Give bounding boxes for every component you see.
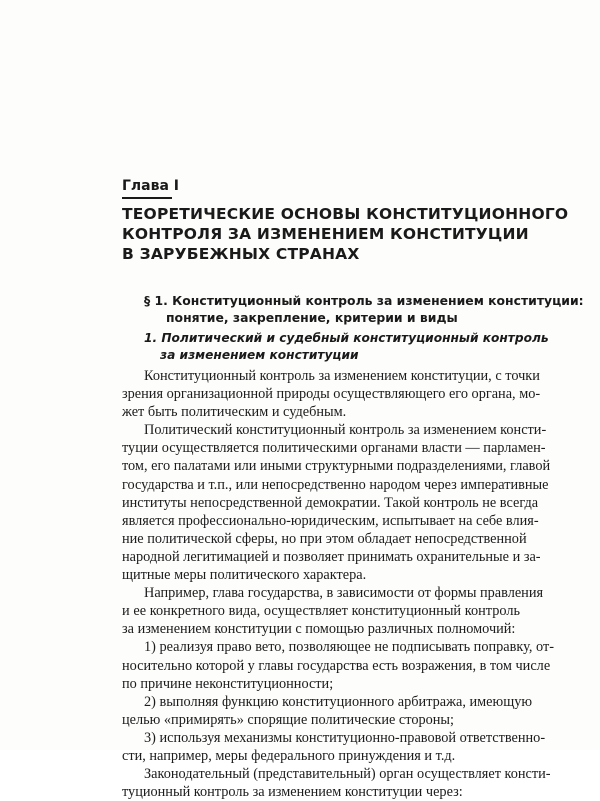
text-line: том, его палатами или иными структурными подразделениями, главой	[122, 458, 551, 475]
section-title-line: § 1. Конституционный контроль за изменением конституции:	[144, 293, 584, 308]
text-line: Конституционный контроль за изменением конституции, с точки	[144, 368, 540, 384]
text-line: туционный контроль за изменением конституции через:	[122, 784, 463, 801]
chapter-underline	[122, 197, 172, 199]
chapter-title-line: ТЕОРЕТИЧЕСКИЕ ОСНОВЫ КОНСТИТУЦИОННОГО	[122, 205, 569, 223]
text-line: Политический конституционный контроль за изменением консти-	[144, 422, 547, 439]
text-line: Например, глава государства, в зависимости от формы правления	[144, 585, 544, 602]
text-line: институты непосредственной демократии. Такой контроль не всегда	[122, 494, 539, 511]
text-line: Законодательный (представительный) орган осуществляет консти-	[144, 766, 551, 783]
chapter-title-line: В ЗАРУБЕЖНЫХ СТРАНАХ	[122, 245, 360, 263]
text-line: 1) реализуя право вето, позволяющее не подписывать поправку, от-	[144, 639, 554, 656]
chapter-title-line: КОНТРОЛЯ ЗА ИЗМЕНЕНИЕМ КОНСТИТУЦИИ	[122, 225, 529, 243]
text-line: и ее конкретного вида, осуществляет конституционный контроль	[122, 603, 520, 620]
text-line: 3) используя механизмы конституционно-правовой ответственно-	[144, 729, 546, 746]
text-line: сти, например, меры федерального принуждения и т.д.	[122, 747, 456, 764]
section-title-line: понятие, закрепление, критерии и виды	[166, 310, 458, 325]
subsection-title-line: 1. Политический и судебный конституционный контроль	[144, 331, 549, 345]
text-line: целью «примирять» спорящие политические стороны;	[122, 711, 454, 728]
text-line: ние политической сферы, но при этом обладает непосредственной	[122, 530, 527, 547]
subsection-title-line: за изменением конституции	[160, 348, 359, 362]
text-line: за изменением конституции с помощью различных полномочий:	[122, 621, 516, 638]
text-line: по причине неконституционности;	[122, 675, 334, 692]
text-line: зрения организационной природы осуществляющего его органа, мо-	[122, 386, 541, 403]
text-line: носительно которой у главы государства есть возражения, в том числе	[122, 657, 551, 674]
text-line: является профессионально-юридическим, испытывает на себе влия-	[122, 512, 539, 529]
section-title	[144, 292, 584, 326]
text-line: государства и т.п., или непосредственно народом через императивные	[122, 476, 549, 493]
chapter-label: Глава I	[122, 178, 180, 194]
chapter-title	[122, 204, 569, 264]
text-line: народной легитимацией и позволяет принимать охранительные и за-	[122, 548, 541, 565]
text-line: 2) выполняя функцию конституционного арбитража, имеющую	[144, 693, 533, 710]
body-text	[122, 367, 554, 801]
text-line: щитные меры политического характера.	[122, 567, 367, 584]
text-line: туции осуществляется политическими органами власти — парламен-	[122, 440, 546, 457]
text-line: жет быть политическим и судебным.	[122, 404, 347, 421]
subsection-title	[144, 330, 549, 364]
